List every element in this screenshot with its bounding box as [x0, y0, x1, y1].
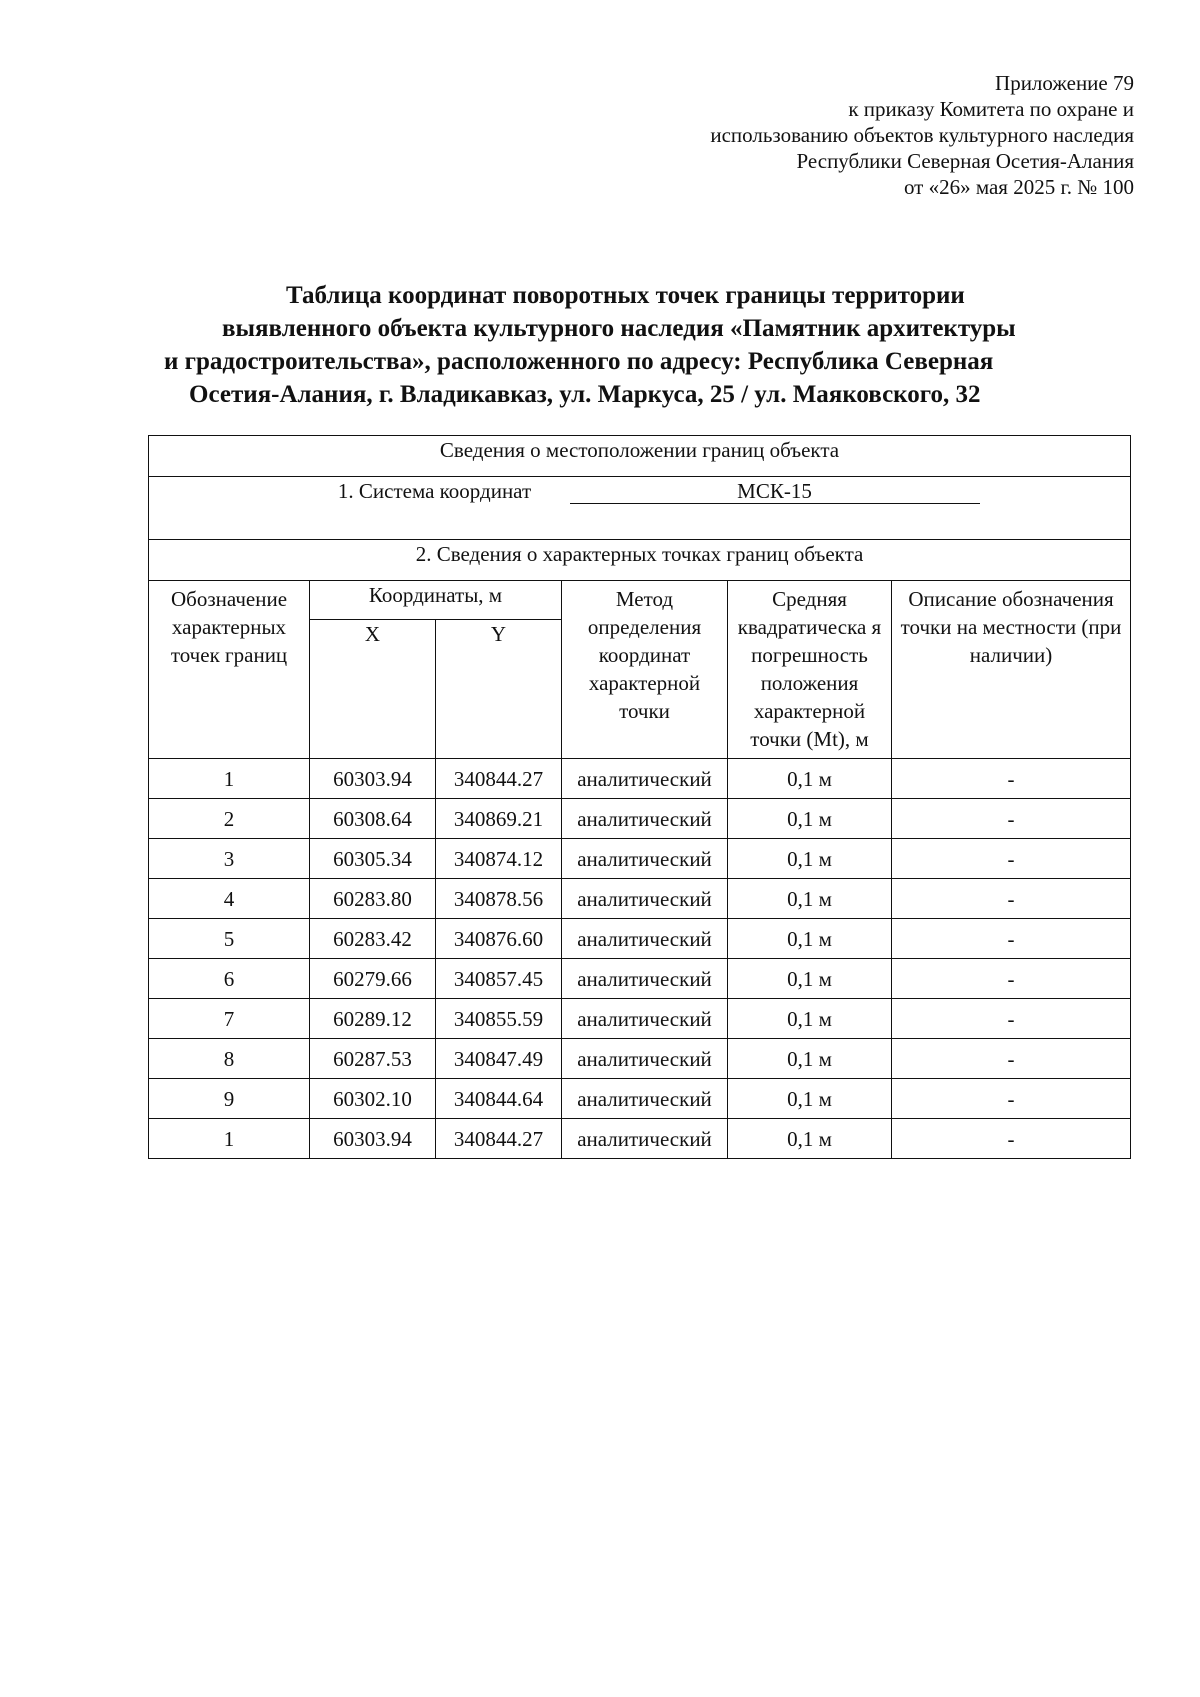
table-row [149, 1079, 1131, 1119]
method-cell: аналитический [562, 919, 728, 959]
point-id-cell: 9 [149, 1079, 310, 1119]
table-row [149, 1119, 1131, 1159]
x-coordinate-cell: 60279.66 [310, 959, 436, 999]
x-coordinate-cell: 60287.53 [310, 1039, 436, 1079]
point-id-cell: 5 [149, 919, 310, 959]
method-cell: аналитический [562, 959, 728, 999]
y-coordinate-cell: 340844.27 [436, 1119, 562, 1159]
method-cell: аналитический [562, 999, 728, 1039]
header-error: Средняя квадратическа я погрешность положения характерной точки (Mt), м [728, 581, 892, 759]
error-cell: 0,1 м [728, 799, 892, 839]
method-cell: аналитический [562, 1079, 728, 1119]
method-cell: аналитический [562, 839, 728, 879]
error-cell: 0,1 м [728, 1039, 892, 1079]
y-coordinate-cell: 340874.12 [436, 839, 562, 879]
description-cell: - [892, 799, 1131, 839]
document-title [150, 279, 1140, 411]
y-coordinate-cell: 340844.27 [436, 759, 562, 799]
point-id-cell: 1 [149, 759, 310, 799]
method-cell: аналитический [562, 1119, 728, 1159]
method-cell: аналитический [562, 879, 728, 919]
header-method: Метод определения координат характерной точки [562, 581, 728, 759]
description-cell: - [892, 1039, 1131, 1079]
x-coordinate-cell: 60303.94 [310, 1119, 436, 1159]
y-coordinate-cell: 340878.56 [436, 879, 562, 919]
method-cell: аналитический [562, 799, 728, 839]
points-caption-row [149, 540, 1131, 581]
error-cell: 0,1 м [728, 1119, 892, 1159]
coordinate-system-cell [149, 477, 1131, 540]
error-cell: 0,1 м [728, 759, 892, 799]
table-caption-row [149, 436, 1131, 477]
error-cell: 0,1 м [728, 999, 892, 1039]
table-caption: Сведения о местоположении границ объекта [149, 436, 1131, 477]
method-cell: аналитический [562, 1039, 728, 1079]
method-cell: аналитический [562, 759, 728, 799]
point-id-cell: 8 [149, 1039, 310, 1079]
error-cell: 0,1 м [728, 1079, 892, 1119]
table-row [149, 799, 1131, 839]
table-data-body [149, 759, 1131, 1159]
annex-line: Приложение 79 [995, 71, 1134, 95]
point-id-cell: 4 [149, 879, 310, 919]
annex-header [514, 70, 1134, 200]
y-coordinate-cell: 340869.21 [436, 799, 562, 839]
x-coordinate-cell: 60308.64 [310, 799, 436, 839]
x-coordinate-cell: 60289.12 [310, 999, 436, 1039]
error-cell: 0,1 м [728, 919, 892, 959]
description-cell: - [892, 919, 1131, 959]
point-id-cell: 2 [149, 799, 310, 839]
header-x: X [310, 620, 436, 759]
x-coordinate-cell: 60283.80 [310, 879, 436, 919]
point-id-cell: 6 [149, 959, 310, 999]
y-coordinate-cell: 340855.59 [436, 999, 562, 1039]
point-id-cell: 7 [149, 999, 310, 1039]
x-coordinate-cell: 60303.94 [310, 759, 436, 799]
title-line: и градостроительства», расположенного по адресу: Республика Северная [164, 348, 994, 375]
table-row [149, 879, 1131, 919]
header-y: Y [436, 620, 562, 759]
title-line: выявленного объекта культурного наследия «Памятник архитектуры [222, 315, 1016, 342]
header-designation: Обозначение характерных точек границ [149, 581, 310, 759]
point-id-cell: 3 [149, 839, 310, 879]
table-row [149, 1039, 1131, 1079]
x-coordinate-cell: 60302.10 [310, 1079, 436, 1119]
description-cell: - [892, 1079, 1131, 1119]
description-cell: - [892, 839, 1131, 879]
y-coordinate-cell: 340847.49 [436, 1039, 562, 1079]
error-cell: 0,1 м [728, 959, 892, 999]
description-cell: - [892, 879, 1131, 919]
coordinate-system-label: 1. Система координат [337, 479, 532, 503]
points-caption: 2. Сведения о характерных точках границ объекта [149, 540, 1131, 581]
description-cell: - [892, 959, 1131, 999]
annex-line: Республики Северная Осетия-Алания [796, 149, 1134, 173]
x-coordinate-cell: 60305.34 [310, 839, 436, 879]
description-cell: - [892, 759, 1131, 799]
header-row-top [149, 581, 1131, 620]
description-cell: - [892, 999, 1131, 1039]
header-description: Описание обозначения точки на местности (при наличии) [892, 581, 1131, 759]
coordinates-table [148, 435, 1131, 1159]
table-row [149, 959, 1131, 999]
table-row [149, 839, 1131, 879]
coordinate-system-value: МСК-15 [570, 479, 980, 504]
table-row [149, 999, 1131, 1039]
coordinate-system-row [149, 477, 1131, 540]
y-coordinate-cell: 340876.60 [436, 919, 562, 959]
annex-date-line: от «26» мая 2025 г. № 100 [903, 175, 1134, 199]
header-coordinates: Координаты, м [310, 581, 562, 620]
table-static-body [149, 436, 1131, 759]
y-coordinate-cell: 340857.45 [436, 959, 562, 999]
description-cell: - [892, 1119, 1131, 1159]
point-id-cell: 1 [149, 1119, 310, 1159]
title-line: Осетия-Алания, г. Владикавказ, ул. Маркуса, 25 / ул. Маяковского, 32 [189, 381, 981, 408]
annex-line: использованию объектов культурного наследия [710, 123, 1134, 147]
error-cell: 0,1 м [728, 879, 892, 919]
table-row [149, 919, 1131, 959]
x-coordinate-cell: 60283.42 [310, 919, 436, 959]
table-row [149, 759, 1131, 799]
annex-line: к приказу Комитета по охране и [848, 97, 1134, 121]
title-line: Таблица координат поворотных точек границы территории [286, 282, 965, 309]
error-cell: 0,1 м [728, 839, 892, 879]
y-coordinate-cell: 340844.64 [436, 1079, 562, 1119]
